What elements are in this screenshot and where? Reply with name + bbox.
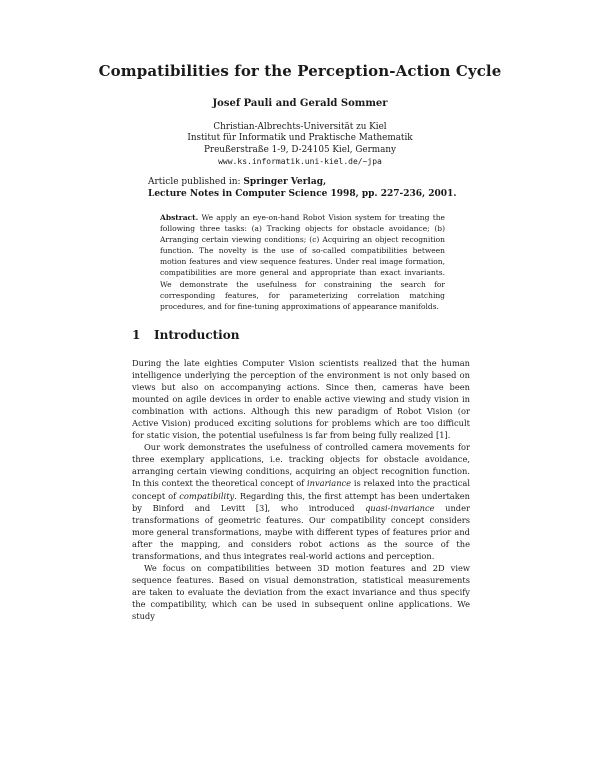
publisher: Springer Verlag,: [243, 177, 327, 187]
publication-prefix: Article published in:: [148, 177, 244, 187]
publication-series: Lecture Notes in Computer Science 1998, pp. 227-236, 2001.: [148, 189, 457, 199]
paper-title: Compatibilities for the Perception-Action Cycle: [98, 62, 502, 80]
emphasis-term: quasi-invariance: [365, 502, 435, 513]
affiliation-line: Institut für Informatik und Praktische Mathematik: [187, 133, 413, 144]
author-website-link[interactable]: www.ks.informatik.uni-kiel.de/~jpa: [218, 157, 382, 167]
emphasis-term: invariance: [307, 478, 352, 489]
affiliation-line: Christian-Albrechts-Universität zu Kiel: [213, 122, 387, 132]
section-heading: [132, 328, 472, 342]
emphasis-term: compatibility: [179, 490, 235, 501]
publication-info: [148, 176, 488, 200]
section-title: Introduction: [154, 328, 240, 342]
abstract-label: Abstract.: [160, 213, 199, 222]
abstract-text: We apply an eye-on-hand Robot Vision system for treating the following three tasks: (a) Tracking objects for obstacle avoidance; (b) Arranging certain viewing conditions; (c) Acquiring an object recognition function. The novelty is the use of so-called compatibilities between motion features and view sequence features. Under real image formation, compatibilities are more general and appropriate than exact invariants. We demonstrate the usefulness for constraining the search for corresponding features, for parameterizing correlation matching procedures, and for fine-tuning approximations of appearance manifolds.: [160, 213, 445, 311]
affiliation-line: Preußerstraße 1-9, D-24105 Kiel, Germany: [203, 144, 397, 155]
section-number: 1: [132, 328, 141, 342]
affiliation-block: [0, 122, 600, 168]
paragraph: We focus on compatibilities between 3D motion features and 2D view sequence features. Based on visual demonstration, statistical measurements are taken to evaluate the deviation from the exact invariance and thus specify the compatibility, which can be used in subsequent online applications. We study: [132, 562, 470, 621]
body-text: [132, 357, 470, 622]
paragraph: Our work demonstrates the usefulness of controlled camera movements for three exemplary applications, i.e. tracking objects for obstacle avoidance, arranging certain viewing conditions, acquiring an object recognition function. In this context the theoretical concept of invariance is relaxed into the practical concept of compatibility. Regarding this, the first attempt has been undertaken by Binford and Levitt [3], who introduced quasi-invariance under transformations of geometric features. Our compatibility concept considers more general transformations, maybe with different types of features prior and after the mapping, and considers robot actions as the source of the transformations, and thus integrates real-world actions and perception.: [132, 442, 471, 561]
paper-authors: Josef Pauli and Gerald Sommer: [212, 98, 388, 109]
abstract: [160, 212, 445, 312]
paragraph: During the late eighties Computer Vision scientists realized that the human intelligence underlying the perception of the environment is not only based on views but also on accompanying actions. Since then, cameras have been mounted on agile devices in order to enable active viewing and study vision in combination with actions. Although this new paradigm of Robot Vision (or Active Vision) produced exciting solutions for problems which are too difficult for static vision, the potential usefulness is far from being fully realized [1].: [132, 358, 470, 441]
